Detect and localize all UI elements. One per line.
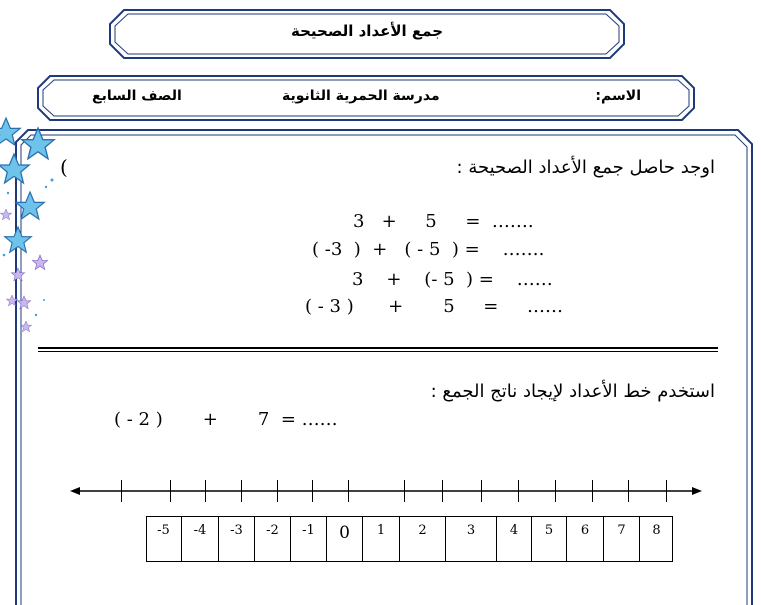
number-label-cell: 7 [604, 516, 640, 562]
number-label-cell: 6 [567, 516, 604, 562]
number-label-cell: -4 [182, 516, 219, 562]
star-icon [32, 255, 47, 269]
star-icon [0, 209, 11, 220]
school-name: مدرسة الحمرية الثانوية [282, 88, 440, 104]
number-label-cell: 1 [363, 516, 400, 562]
equation-4: ( - 3 ) + 5 = …… [305, 296, 563, 317]
number-label-cell: 2 [400, 516, 446, 562]
number-line-tick [277, 480, 278, 502]
number-label-cell: 0 [327, 516, 363, 562]
question1-instruction: اوجد حاصل جمع الأعداد الصحيحة : [456, 157, 715, 178]
number-line-tick [170, 480, 171, 502]
star-icon [11, 268, 24, 281]
number-line-tick [312, 480, 313, 502]
star-icon [16, 192, 45, 219]
number-line-tick [442, 480, 443, 502]
star-icon [17, 296, 30, 309]
number-line-tick [348, 480, 349, 502]
number-line-tick [205, 480, 206, 502]
number-label-cell: 8 [652, 523, 661, 538]
number-line-tick [555, 480, 556, 502]
number-line [70, 482, 702, 502]
number-line-tick [241, 480, 242, 502]
number-line-tick [628, 480, 629, 502]
number-line-tick [666, 480, 667, 502]
equation-2: ( -3 ) + ( - 5 ) = ……. [312, 239, 545, 260]
divider-line [38, 351, 718, 352]
divider-line [38, 347, 718, 349]
number-line-tick [592, 480, 593, 502]
number-line-tick [404, 480, 405, 502]
star-icon [0, 154, 29, 183]
equation-3: 3 + (- 5 ) = …… [352, 269, 553, 290]
open-paren: ( [60, 155, 68, 179]
name-label: الاسم: [595, 88, 641, 104]
number-label-cell: 3 [446, 516, 497, 562]
arrow-left-icon [70, 487, 80, 495]
grade-label: الصف السابع [92, 88, 182, 104]
number-line-tick [518, 480, 519, 502]
number-line-tick [121, 480, 122, 502]
star-icon [22, 128, 54, 159]
star-icon [5, 227, 32, 252]
number-label-cell: -2 [255, 516, 291, 562]
stars-decoration [0, 115, 60, 345]
star-icon [0, 118, 20, 145]
star-icon [6, 295, 17, 306]
equation-1: 3 + 5 = ……. [353, 211, 534, 232]
number-label-cell: 5 [532, 516, 567, 562]
star-icon [20, 321, 31, 332]
page-title: جمع الأعداد الصحيحة [290, 22, 443, 40]
number-line-equation: ( - 2 ) + 7 = …… [114, 409, 338, 430]
number-label-cell: -1 [291, 516, 327, 562]
number-label-cell: 4 [497, 516, 532, 562]
arrow-right-icon [692, 487, 702, 495]
number-label-cell: -5 [146, 516, 182, 562]
number-label-cell: -3 [219, 516, 255, 562]
question2-instruction: استخدم خط الأعداد لإيجاد ناتج الجمع : [430, 381, 715, 402]
number-line-tick [481, 480, 482, 502]
